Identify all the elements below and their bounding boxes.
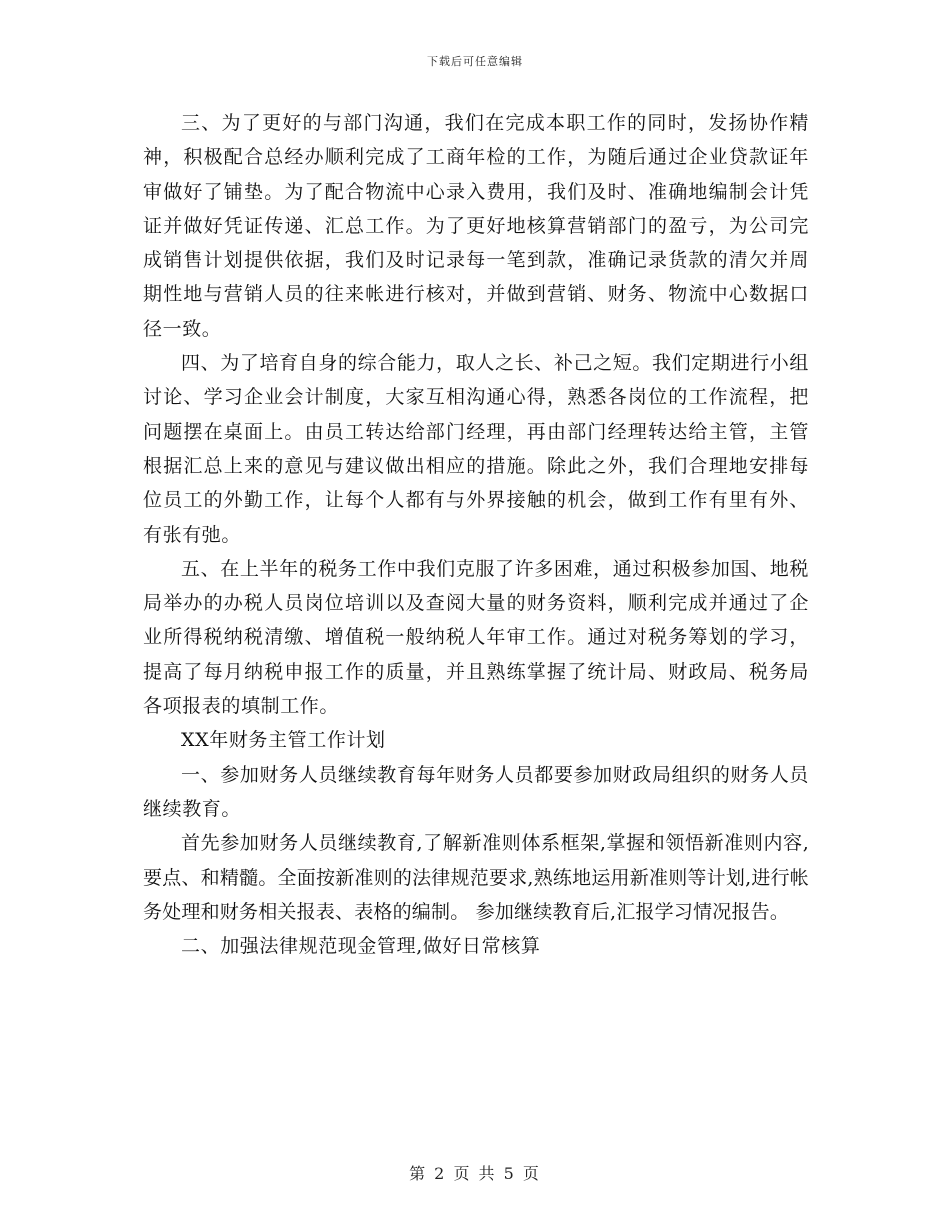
paragraph-section-three: 三、为了更好的与部门沟通，我们在完成本职工作的同时，发扬协作精神，积极配合总经办顺利完成了工商年检的工作，为随后通过企业贷款证年审做好了铺垫。为了配合物流中心录入费用，我们及时、准确地编制会计凭证并做好凭证传递、汇总工作。为了更好地核算营销部门的盈亏，为公司完成销售计划提供依据，我们及时记录每一笔到款，准确记录货款的清欠并周期性地与营销人员的往来帐进行核对，并做到营销、财务、物流中心数据口径一致。	[143, 112, 809, 340]
plan-heading: XX年财务主管工作计划	[181, 729, 386, 752]
paragraph-plan-item-one: 一、参加财务人员继续教育每年财务人员都要参加财政局组织的财务人员继续教育。	[143, 763, 809, 820]
paragraph-section-five: 五、在上半年的税务工作中我们克服了许多困难，通过积极参加国、地税局举办的办税人员岗位培训以及查阅大量的财务资料，顺利完成并通过了企业所得税纳税清缴、增值税一般纳税人年审工作。通过对税务筹划的学习，提高了每月纳税申报工作的质量，并且熟练掌握了统计局、财政局、税务局各项报表的填制工作。	[143, 557, 809, 718]
page-header: 下载后可任意编辑	[427, 55, 523, 68]
page-footer: 第 2 页 共 5 页	[409, 1164, 541, 1183]
document-body	[143, 106, 809, 963]
paragraph-section-four: 四、为了培育自身的综合能力，取人之长、补己之短。我们定期进行小组讨论、学习企业会计制度，大家互相沟通心得，熟悉各岗位的工作流程，把问题摆在桌面上。由员工转达给部门经理，再由部门经理转达给主管，主管根据汇总上来的意见与建议做出相应的措施。除此之外，我们合理地安排每位员工的外勤工作，让每个人都有与外界接触的机会，做到工作有里有外、有张有弛。	[143, 352, 809, 546]
paragraph-plan-item-two: 二、加强法律规范现金管理,做好日常核算	[181, 935, 541, 958]
paragraph-plan-item-one-detail: 首先参加财务人员继续教育,了解新准则体系框架,掌握和领悟新准则内容,要点、和精髓。全面按新准则的法律规范要求,熟练地运用新准则等计划,进行帐务处理和财务相关报表、表格的编制。 参加继续教育后,汇报学习情况报告。	[143, 832, 809, 923]
